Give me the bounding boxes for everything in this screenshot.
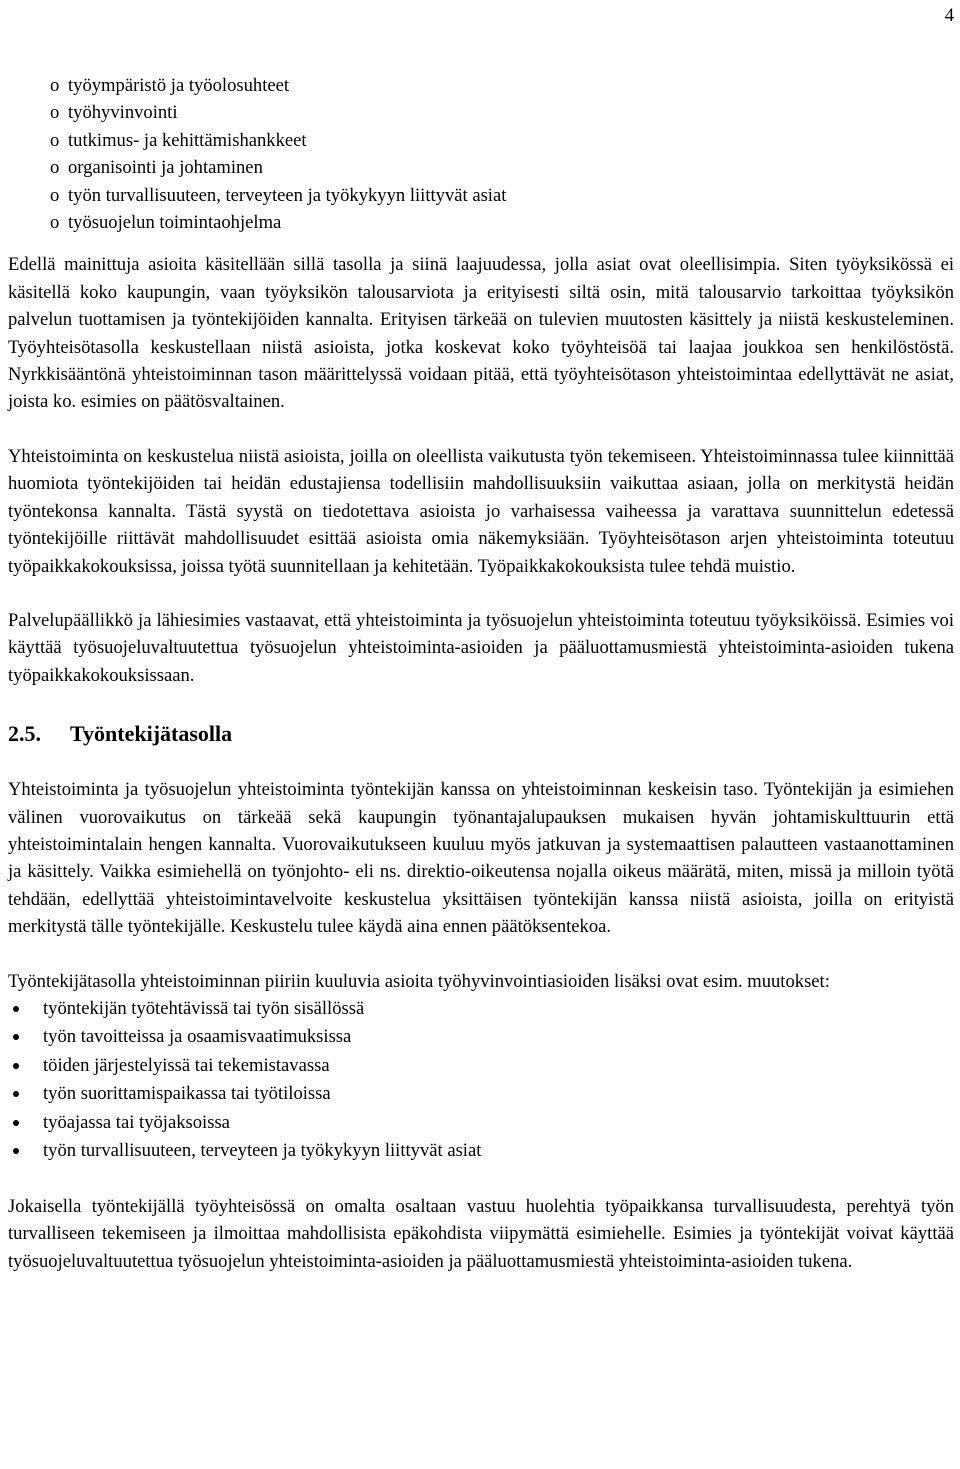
paragraph-employee-level: Yhteistoiminta ja työsuojelun yhteistoiminta työntekijän kanssa on yhteistoiminnan keskeisin taso. Työntekijän ja esimiehen välinen vuorovaikutus on tärkeää sekä kaupungin työnantajalupauksen mukaisen hyvän johtamiskulttuurin että yhteistoimintalain hengen kannalta. Vuorovaikutukseen kuuluu myös jatkuvan ja systemaattisen palautteen vastaanottaminen ja käsittely. Vaikka esimiehellä on työnjohto- eli ns. direktio-oikeutensa nojalla oikeus määrätä, miten, missä ja milloin työtä tehdään, edellyttää yhteistoimintavelvoite keskustelua yksittäisen työntekijän kanssa niistä asioista, joilla on erityistä merkitystä tälle työntekijälle. Keskustelu tulee käydä aina ennen päätöksentekoa. [8,779,954,938]
circle-bullet-icon: o [50,184,60,206]
list-item: työn tavoitteissa ja osaamisvaatimuksissa [8,1023,954,1052]
list-item: työajassa tai työjaksoissa [8,1109,954,1138]
circle-bullet-icon: o [50,129,60,151]
bullet-icon [13,1034,19,1040]
bullet-icon [13,1006,19,1012]
bullet-icon [13,1148,19,1154]
document-body [8,72,954,1275]
list-item: o työn turvallisuuteen, terveyteen ja työkykyyn liittyvät asiat [8,182,954,209]
list-item: o työsuojelun toimintaohjelma [8,209,954,236]
section-number: 2.5. [8,721,41,747]
list-item: o työympäristö ja työolosuhteet [8,72,954,99]
section-heading [8,719,954,749]
list-item: työn suorittamispaikassa tai työtiloissa [8,1080,954,1109]
list-item: o työhyvinvointi [8,99,954,126]
bullet-icon [13,1091,19,1097]
section-title: Työntekijätasolla [70,721,233,747]
list-item: töiden järjestelyissä tai tekemistavassa [8,1052,954,1081]
list-item: työn turvallisuuteen, terveyteen ja työkykyyn liittyvät asiat [8,1137,954,1166]
topic-list [8,72,954,236]
changes-list [8,995,954,1166]
paragraph-responsibility: Palvelupäällikkö ja lähiesimies vastaavat, että yhteistoiminta ja työsuojelun yhteistoiminta toteutuu työyksiköissä. Esimies voi käyttää työsuojeluvaltuutettua työsuojelun yhteistoiminta-asioiden ja pääluottamusmiestä yhteistoiminta-asioiden tukena työpaikkakokouksissaan. [8,609,954,686]
list-item: o tutkimus- ja kehittämishankkeet [8,127,954,154]
bullet-icon [13,1120,19,1126]
circle-bullet-icon: o [50,75,60,96]
paragraph-changes-intro: Työntekijätasolla yhteistoiminnan piiriin kuuluvia asioita työhyvinvointiasioiden lisäksi ovat esim. muutokset: [8,970,830,992]
page-number: 4 [944,5,954,26]
paragraph-scope: Edellä mainittuja asioita käsitellään sillä tasolla ja siinä laajuudessa, jolla asiat ovat oleellisimpia. Siten työyksikössä ei käsitellä koko kaupungin, vaan työyksikön talousarviota ja erityisesti siltä osin, mitä talousarvio tarkoittaa työyksikön palvelun tuottamisen ja työntekijöiden kannalta. Erityisen tärkeää on tulevien muutosten käsittely ja niistä keskusteleminen. Työyhteisötasolla keskustellaan niistä asioista, jotka koskevat koko työyhteisöä tai laajaa joukkoa sen henkilöstöstä. Nyrkkisääntönä yhteistoiminnan tason määrittelyssä voidaan pitää, että työyhteisötason yhteistoimintaa edellyttävät ne asiat, joista ko. esimies on päätösvaltainen. [8,254,954,413]
circle-bullet-icon: o [50,212,60,234]
bullet-icon [13,1063,19,1069]
circle-bullet-icon: o [50,102,60,124]
paragraph-cooperation: Yhteistoiminta on keskustelua niistä asioista, joilla on oleellista vaikutusta työn tekemiseen. Yhteistoiminnassa tulee kiinnittää huomiota työntekijöiden tai heidän edustajiensa todellisiin mahdollisuuksiin vaikuttaa asiaan, jolla on merkitystä heidän työntekonsa kannalta. Tästä syystä on tiedotettava asioista jo varhaisessa vaiheessa ja varattava suunnittelun edetessä työntekijöille riittävät mahdollisuudet esittää asioista omia näkemyksiään. Työyhteisötason arjen yhteistoiminta toteutuu työpaikkakokouksissa, joissa työtä suunnitellaan ja kehitetään. Työpaikkakokouksista tulee tehdä muistio. [8,445,954,577]
circle-bullet-icon: o [50,157,60,179]
paragraph-safety: Jokaisella työntekijällä työyhteisössä on omalta osaltaan vastuu huolehtia työpaikkansa turvallisuudesta, perehtyä työn turvalliseen tekemiseen ja ilmoittaa mahdollisista epäkohdista viipymättä esimiehelle. Esimies ja työntekijät voivat käyttää työsuojeluvaltuutettua työsuojelun yhteistoiminta-asioiden ja pääluottamusmiestä yhteistoiminta-asioiden tukena. [8,1195,954,1272]
list-item: työntekijän työtehtävissä tai työn sisällössä [8,995,954,1024]
list-item: o organisointi ja johtaminen [8,154,954,181]
